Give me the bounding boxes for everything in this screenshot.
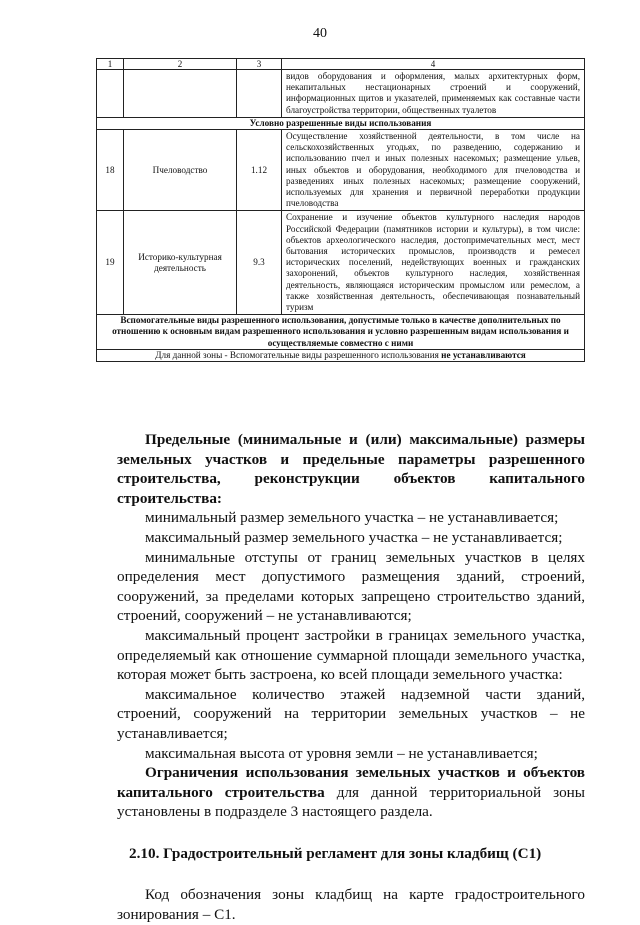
auxiliary-note-bold: не устанавливаются (441, 349, 526, 360)
conditional-uses-heading: Условно разрешенные виды использования (97, 117, 585, 129)
use-code: 1.12 (237, 130, 282, 211)
header-cell: 2 (124, 59, 237, 70)
header-cell: 3 (237, 59, 282, 70)
use-description: Осуществление хозяйственной деятельности, в том числе на сельскохозяйственных угодьях, по разведению, содержанию и использованию пчел и иных полезных насекомых; размещение ульев, иных объектов и оборудования, необходимого для пчеловодства и разведениях иных полезных насекомых; размещение сооружений, используемых для хранения и первичной переработки продукции пчеловодства (282, 130, 585, 211)
restrictions-bold: Ограничения использования земельных участков и объектов капитального строительства (117, 764, 585, 801)
page-number: 40 (313, 26, 327, 41)
table-row (97, 70, 585, 118)
limit-item: максимальная высота от уровня земли – не устанавливается; (145, 744, 538, 762)
table-row (97, 130, 585, 211)
limit-item: максимальное количество этажей надземной части зданий, строений, сооружений на территории земельных участков – не устанавливается; (117, 685, 585, 742)
limit-item: максимальный процент застройки в границах земельного участка, определяемый как отношение суммарной площади земельного участка, которая может быть застроена, ко всей площади земельного участка: (117, 626, 585, 684)
restrictions-paragraph (117, 763, 585, 822)
auxiliary-note (97, 349, 585, 361)
auxiliary-uses-heading: Вспомогательные виды разрешенного использования, допустимые только в качестве дополнительных по отношению к основным видам разрешенного использования и условно разрешенным видам использования и осуществляемые совместно с ними (97, 315, 585, 350)
header-cell: 4 (282, 59, 585, 70)
row-number: 18 (97, 130, 124, 211)
use-name: Историко-культурная деятельность (124, 211, 237, 315)
restrictions-rest: для данной территориальной зоны установлены в подразделе 3 настоящего раздела. (117, 783, 585, 821)
table-note-row (97, 349, 585, 361)
limits-heading: Предельные (минимальные и (или) максимальные) размеры земельных участков и предельные параметры разрешенного строительства, реконструкции объектов капитального строительства: (117, 431, 585, 507)
regulation-body (117, 430, 585, 925)
table-row (97, 211, 585, 315)
table-header-row (97, 59, 585, 70)
row-number: 19 (97, 211, 124, 315)
table-section-row (97, 117, 585, 129)
use-description: Сохранение и изучение объектов культурного наследия народов Российской Федерации (памятников истории и культуры), в том числе: объектов археологического наследия, достопримечательных мест, мест бытования исторических промыслов, производств и ремесел исторических поселений, недействующих военных и гражданских захоронений, объектов культурного наследия, хозяйственная деятельность, являющаяся историческим промыслом или ремеслом, а также хозяйственная деятельность, обеспечивающая познавательный туризм (282, 211, 585, 315)
limit-item: минимальные отступы от границ земельных участков в целях определения мест допустимого размещения зданий, строений, сооружений, за пределами которых запрещено строительство зданий, строений, сооружений – не устанавливаются; (117, 548, 585, 625)
use-code: 9.3 (237, 211, 282, 315)
limit-item: максимальный размер земельного участка – не устанавливается; (145, 528, 563, 546)
use-name: Пчеловодство (124, 130, 237, 211)
table-section-row (97, 315, 585, 350)
section-heading: 2.10. Градостроительный регламент для зоны кладбищ (С1) (129, 844, 542, 862)
continuation-cell: видов оборудования и оформления, малых архитектурных форм, некапитальных нестационарных строений и сооружений, информационных щитов и указателей, применяемых как составные части благоустройства территории, общественных туалетов (282, 70, 585, 118)
header-cell: 1 (97, 59, 124, 70)
zone-code-paragraph: Код обозначения зоны кладбищ на карте градостроительного зонирования – С1. (117, 886, 585, 924)
auxiliary-note-prefix: Для данной зоны - Вспомогательные виды разрешенного использования (155, 349, 442, 360)
regulation-table (96, 58, 585, 362)
limit-item: минимальный размер земельного участка – не устанавливается; (145, 509, 559, 527)
